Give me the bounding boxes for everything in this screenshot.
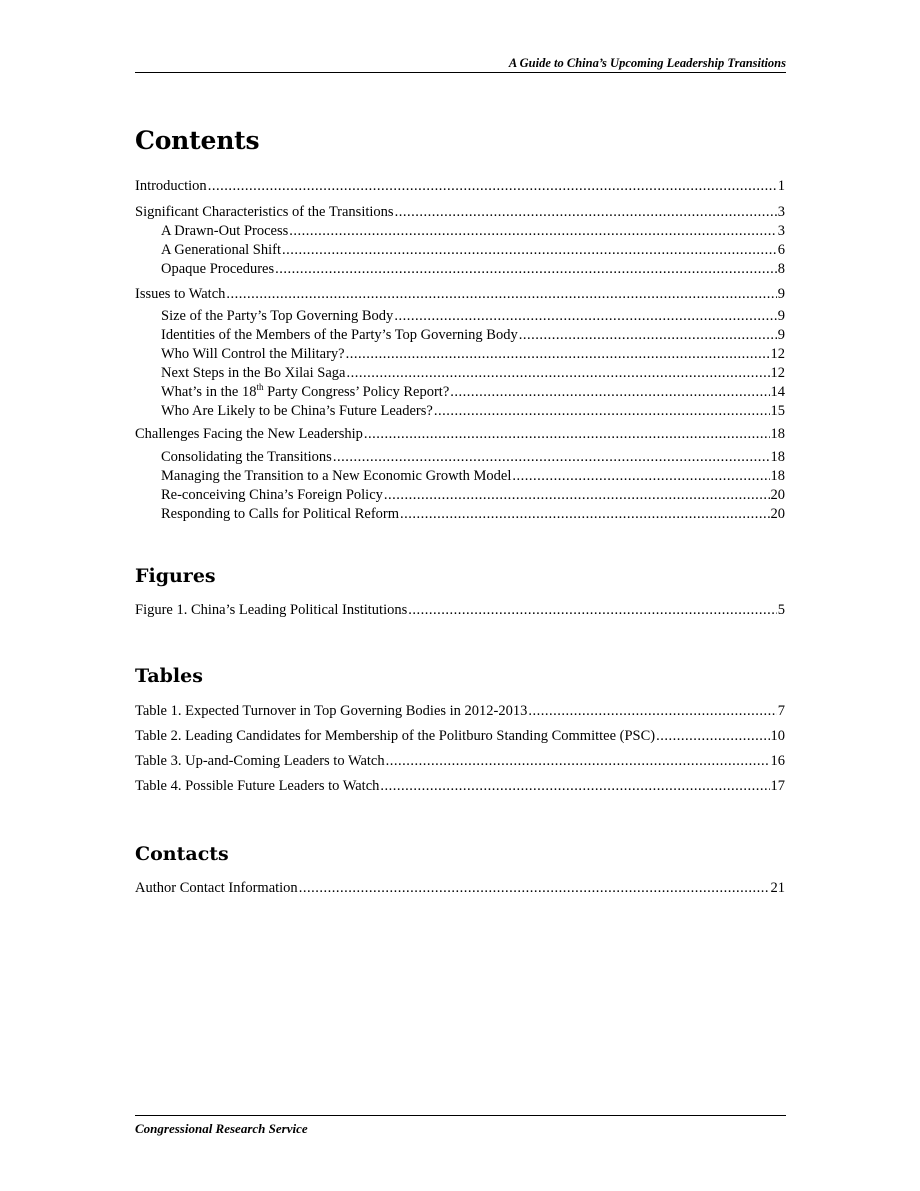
toc-subentry[interactable]: What’s in the 18th Party Congress’ Policy Report? ..... 14 [135, 383, 785, 402]
toc-subentry[interactable]: A Drawn-Out Process ..... 3 [135, 222, 785, 241]
figures-section [135, 564, 785, 588]
toc-entry[interactable]: Introduction ..... 1 [135, 177, 785, 196]
toc-subentry[interactable]: Identities of the Members of the Party’s Top Governing Body ..... 9 [135, 326, 785, 345]
running-header: A Guide to China’s Upcoming Leadership Transitions [135, 56, 786, 73]
toc-subentry[interactable]: Managing the Transition to a New Economic Growth Model ..... 18 [135, 467, 785, 486]
toc-entry[interactable]: Table 1. Expected Turnover in Top Governing Bodies in 2012-2013 ..... 7 [135, 702, 785, 721]
tables-section [135, 664, 785, 688]
toc-subentry[interactable]: Size of the Party’s Top Governing Body ..... 9 [135, 307, 785, 326]
toc-entry[interactable]: Table 2. Leading Candidates for Membership of the Politburo Standing Committee (PSC) ..... 10 [135, 727, 785, 746]
toc-subentry[interactable]: Who Are Likely to be China’s Future Leaders? ..... 15 [135, 402, 785, 421]
toc-entry[interactable]: Table 3. Up-and-Coming Leaders to Watch ..... 16 [135, 752, 785, 771]
toc-entry[interactable]: Table 4. Possible Future Leaders to Watch ..... 17 [135, 777, 785, 796]
contents-section [135, 126, 785, 156]
toc-subentry[interactable]: Consolidating the Transitions ..... 18 [135, 448, 785, 467]
tables-title: Tables [135, 665, 203, 687]
toc-entry[interactable]: Author Contact Information ..... 21 [135, 879, 785, 898]
toc-entry[interactable]: Significant Characteristics of the Transitions ..... 3 [135, 203, 785, 222]
toc-subentry[interactable]: Responding to Calls for Political Reform ..... 20 [135, 505, 785, 524]
toc-subentry[interactable]: A Generational Shift ..... 6 [135, 241, 785, 260]
tables-list [135, 702, 785, 796]
toc-subentry[interactable]: Re-conceiving China’s Foreign Policy ..... 20 [135, 486, 785, 505]
toc-subentry[interactable]: Opaque Procedures ..... 8 [135, 260, 785, 279]
figures-title: Figures [135, 565, 216, 587]
toc-entry[interactable]: Figure 1. China’s Leading Political Institutions ..... 5 [135, 601, 785, 620]
contacts-title: Contacts [135, 843, 229, 865]
toc-entry[interactable]: Challenges Facing the New Leadership ..... 18 [135, 425, 785, 444]
contacts-list [135, 879, 785, 898]
toc-subentry[interactable]: Who Will Control the Military? ..... 12 [135, 345, 785, 364]
contacts-section [135, 842, 785, 866]
toc-subentry[interactable]: Next Steps in the Bo Xilai Saga ..... 12 [135, 364, 785, 383]
running-footer: Congressional Research Service [135, 1115, 786, 1137]
toc-entry[interactable]: Issues to Watch ..... 9 [135, 285, 785, 304]
figures-list [135, 601, 785, 620]
contents-title: Contents [135, 126, 260, 155]
